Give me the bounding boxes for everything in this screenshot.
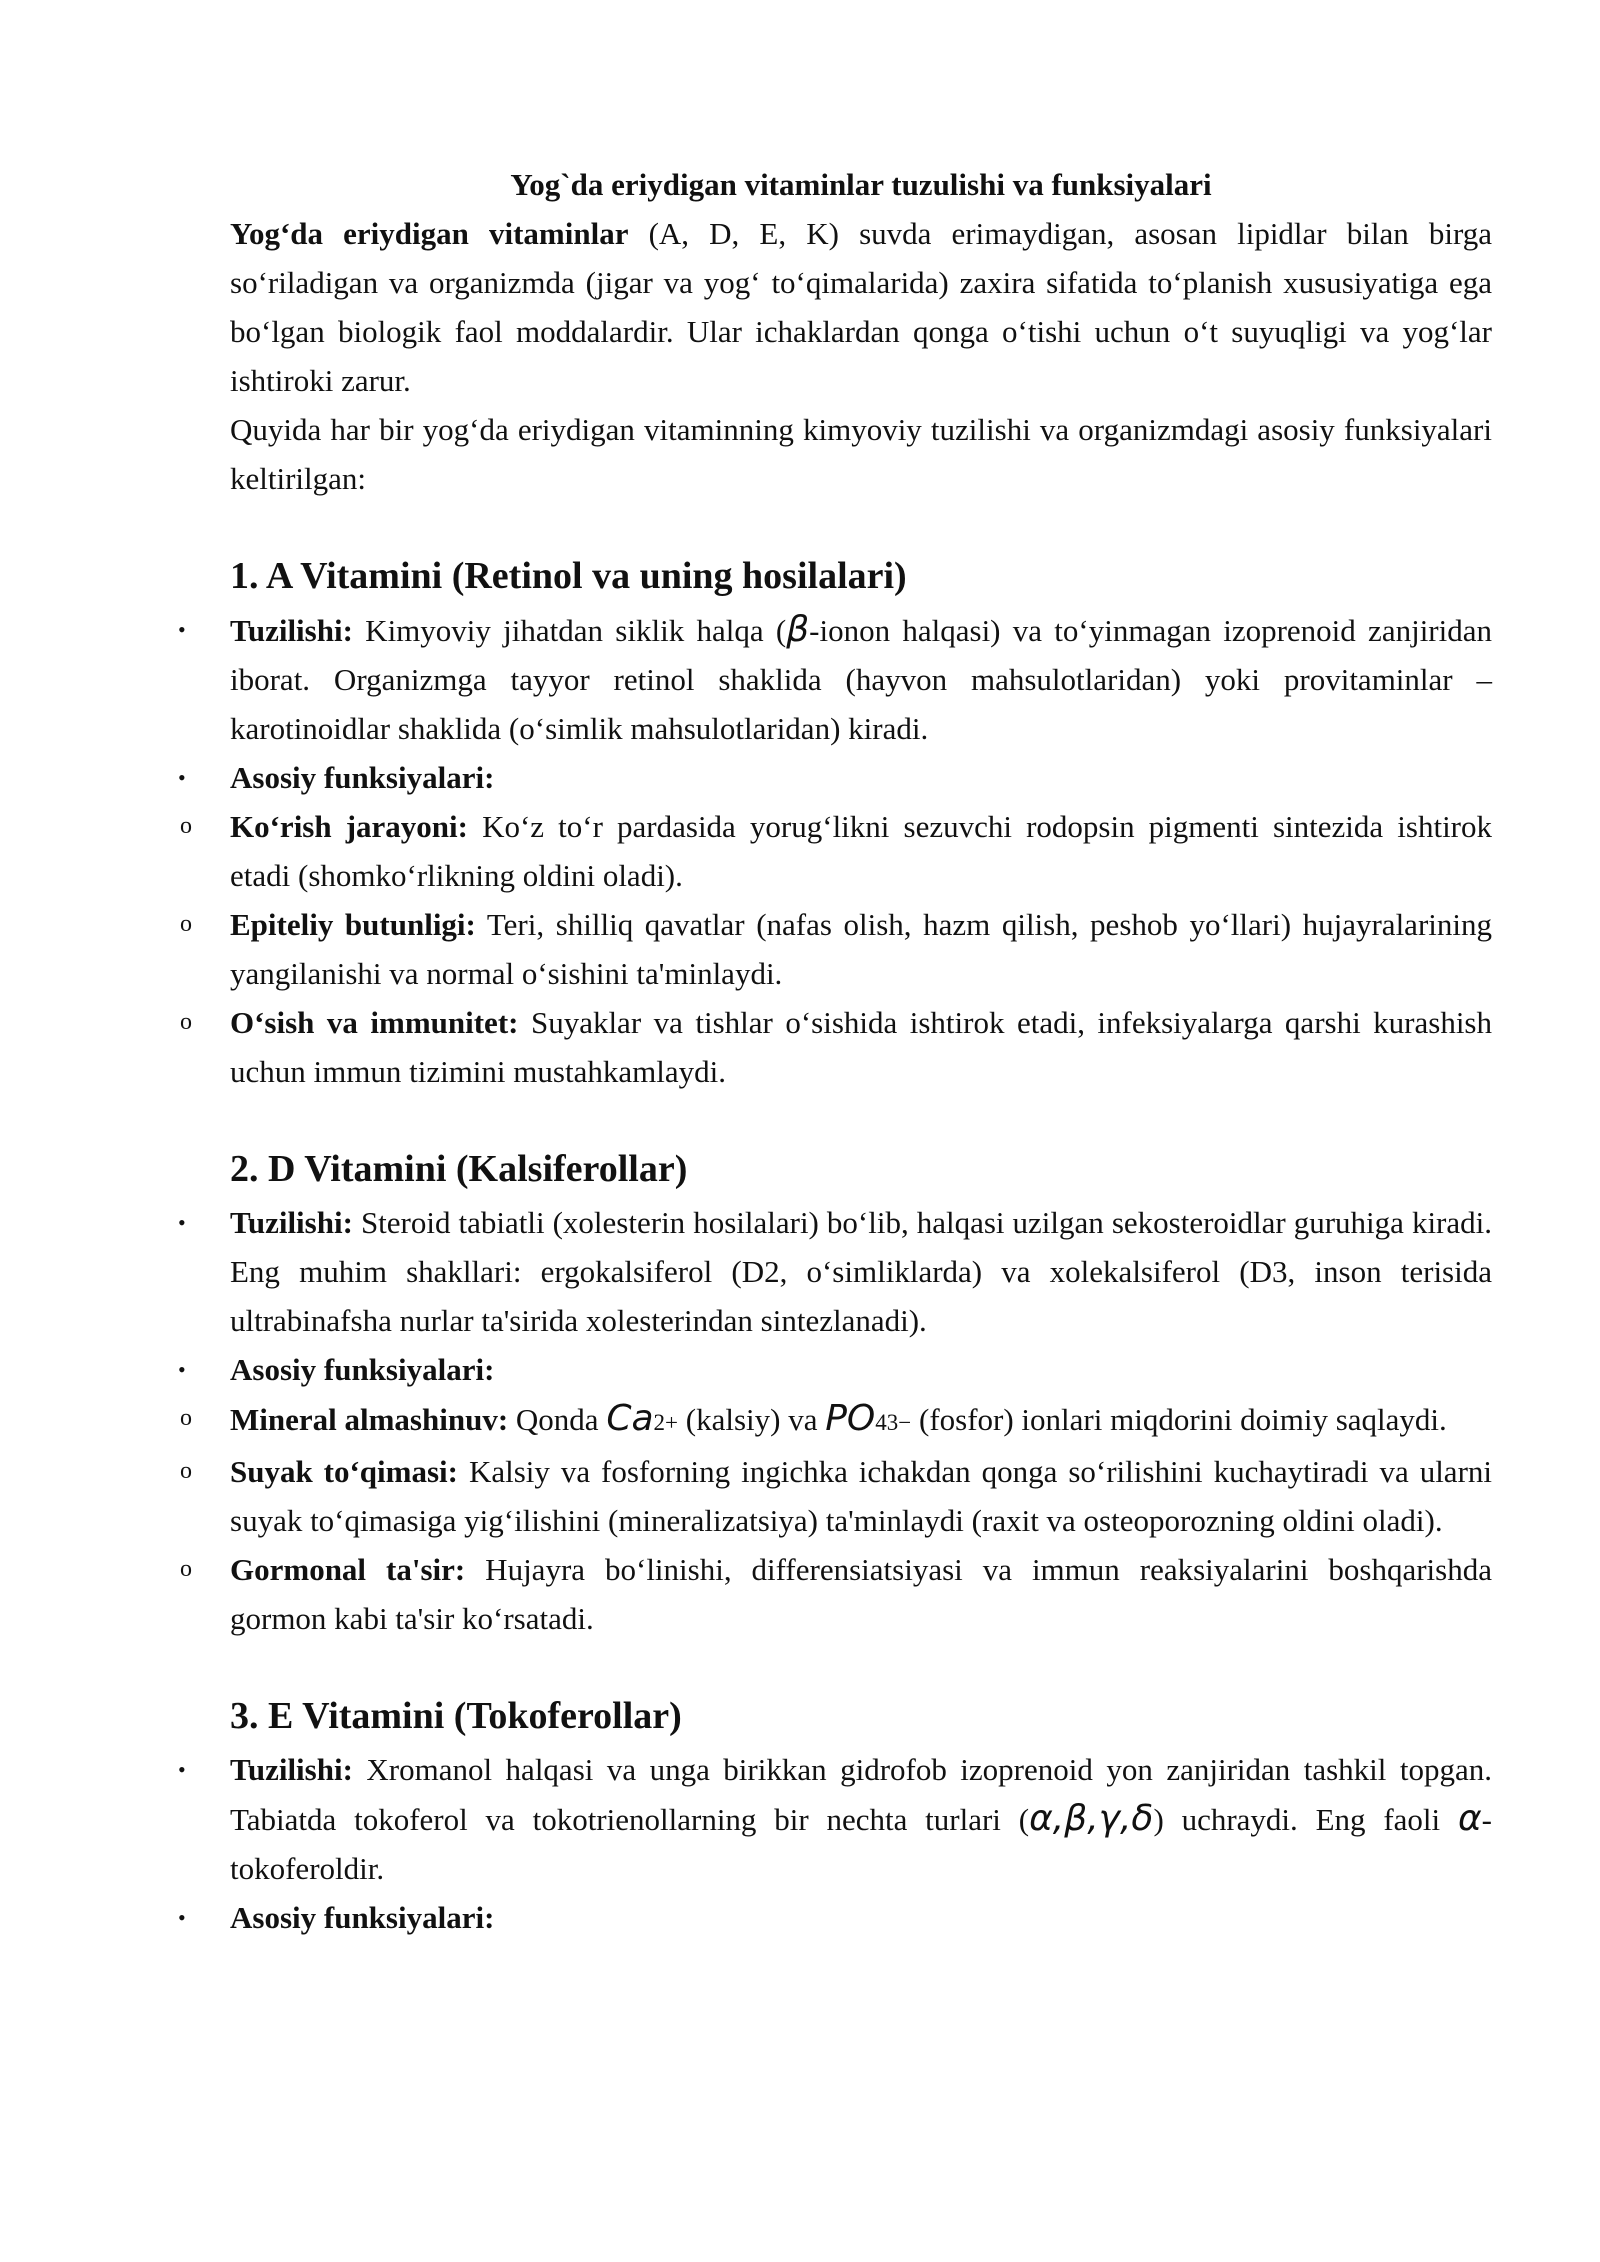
section-heading-vitamin-a: 1. A Vitamini (Retinol va uning hosilalari): [230, 555, 907, 597]
item-text: Teri, shilliq qavatlar (nafas olish, hazm qilish, peshob yo‘llari) hujayralarining yangilanishi va normal o‘sishini ta'minlaydi.: [230, 907, 1492, 991]
bullet-marker: •: [178, 1905, 186, 1930]
item-text: Hujayra bo‘linishi, differensiatsiyasi va immun reaksiyalarini boshqarishda gormon kabi ta'sir ko‘rsatadi.: [230, 1552, 1492, 1636]
item-label: Tuzilishi:: [230, 613, 353, 648]
item-label: Asosiy funksiyalari:: [230, 1352, 495, 1387]
item-text: (kalsiy) va: [678, 1402, 826, 1437]
sub-item: [180, 802, 1493, 900]
list-item-structure: [178, 1198, 1492, 1345]
item-text: Steroid tabiatli (xolesterin hosilalari) bo‘lib, halqasi uzilgan sekosteroidlar guruhiga kiradi. Eng muhim shakllari: ergokalsiferol (D2, o‘simliklarda) va xolekalsiferol (D3, inson terisida ultrabinafsha nurlar ta'sirida xolesterindan sintezlanadi).: [230, 1205, 1492, 1338]
sub-item-mineral: [180, 1394, 1492, 1447]
phosphate-charge: 43−: [875, 1410, 912, 1435]
phosphate-symbol: PO: [825, 1398, 876, 1439]
sub-item: [180, 1545, 1492, 1643]
list-item-structure: [178, 605, 1492, 753]
item-text: -tokoferoldir.: [230, 1802, 1492, 1886]
sub-bullet-marker: o: [180, 911, 192, 937]
intro-paragraph-2: Quyida har bir yog‘da eriydigan vitaminning kimyoviy tuzilishi va organizmdagi asosiy funksiyalari keltirilgan:: [230, 412, 1492, 496]
list-item-structure: [178, 1745, 1492, 1893]
bullet-marker: •: [178, 1210, 186, 1235]
item-label: Mineral almashinuv:: [230, 1402, 509, 1437]
item-label: Gormonal ta'sir:: [230, 1552, 466, 1587]
sub-bullet-marker: o: [180, 813, 192, 839]
sub-bullet-marker: o: [180, 1458, 192, 1484]
item-label: Asosiy funksiyalari:: [230, 1900, 495, 1935]
intro-text: (A, D, E, K) suvda erimaydigan, asosan lipidlar bilan birga so‘riladigan va organizmda (jigar va yog‘ to‘qimalarida) zaxira sifatida to‘planish xususiyatiga ega bo‘lgan biologik faol moddalardir. Ular ichaklardan qonga o‘tishi uchun o‘t suyuqligi va yog‘lar ishtiroki zarur.: [230, 216, 1492, 398]
sub-item: [180, 900, 1492, 998]
list-item-functions: [178, 1893, 1492, 1942]
item-text: Qonda: [508, 1402, 607, 1437]
list-item-functions: [178, 1345, 1492, 1394]
calcium-charge: 2+: [653, 1410, 678, 1435]
intro-bold-term: Yog‘da eriydigan vitaminlar: [230, 216, 629, 251]
item-text: (fosfor) ionlari miqdorini doimiy saqlaydi.: [911, 1402, 1447, 1437]
bullet-marker: •: [178, 617, 186, 642]
item-label: Suyak to‘qimasi:: [230, 1454, 458, 1489]
item-label: O‘sish va immunitet:: [230, 1005, 519, 1040]
item-label: Tuzilishi:: [230, 1205, 353, 1240]
item-text: ) uchraydi. Eng faoli: [1153, 1802, 1458, 1837]
sub-item: [180, 998, 1492, 1096]
item-text: Kimyoviy jihatdan siklik halqa (: [352, 613, 787, 648]
sub-bullet-marker: o: [180, 1009, 192, 1035]
document-title: Yog`da eriydigan vitaminlar tuzulishi va funksiyalari: [510, 167, 1212, 202]
item-text: Suyaklar va tishlar o‘sishida ishtirok etadi, infeksiyalarga qarshi kurashish uchun immun tizimini mustahkamlaydi.: [230, 1005, 1492, 1089]
item-label: Ko‘rish jarayoni:: [230, 809, 468, 844]
item-label: Asosiy funksiyalari:: [230, 760, 495, 795]
bullet-marker: •: [178, 765, 186, 790]
item-text: Xromanol halqasi va unga birikkan gidrofob izoprenoid yon zanjiridan tashkil topgan. Tabiatda tokoferol va tokotrienollarning bir nechta turlari (: [230, 1752, 1492, 1837]
sub-item: [180, 1447, 1492, 1545]
intro-paragraph: [230, 209, 1492, 405]
document-page: [178, 160, 1493, 1942]
beta-symbol: β: [786, 609, 810, 650]
list-item-functions: [178, 753, 1492, 802]
item-text: -ionon halqasi) va to‘yinmagan izoprenoid zanjiridan iborat. Organizmga tayyor retinol shaklida (hayvon mahsulotlaridan) yoki provitaminlar – karotinoidlar shaklida (o‘simlik mahsulotlaridan) kiradi.: [230, 613, 1492, 746]
item-text: Ko‘z to‘r pardasida yorug‘likni sezuvchi rodopsin pigmenti sintezida ishtirok etadi (shomko‘rlikning oldini oladi).: [230, 809, 1493, 893]
bullet-marker: •: [178, 1757, 186, 1782]
item-label: Epiteliy butunligi:: [230, 907, 476, 942]
calcium-symbol: Ca: [606, 1398, 654, 1439]
sub-bullet-marker: o: [180, 1405, 192, 1431]
section-heading-vitamin-d: 2. D Vitamini (Kalsiferollar): [230, 1148, 688, 1190]
alpha-symbol: α: [1457, 1798, 1482, 1839]
bullet-marker: •: [178, 1357, 186, 1382]
item-text: Kalsiy va fosforning ingichka ichakdan qonga so‘rilishini kuchaytiradi va ularni suyak to‘qimasiga yig‘ilishini (mineralizatsiya) ta'minlaydi (raxit va osteoporozning oldini oladi).: [230, 1454, 1492, 1538]
section-heading-vitamin-e: 3. E Vitamini (Tokoferollar): [230, 1695, 682, 1737]
item-label: Tuzilishi:: [230, 1752, 353, 1787]
greek-letters: α,β,γ,δ: [1029, 1798, 1154, 1839]
sub-bullet-marker: o: [180, 1556, 192, 1582]
